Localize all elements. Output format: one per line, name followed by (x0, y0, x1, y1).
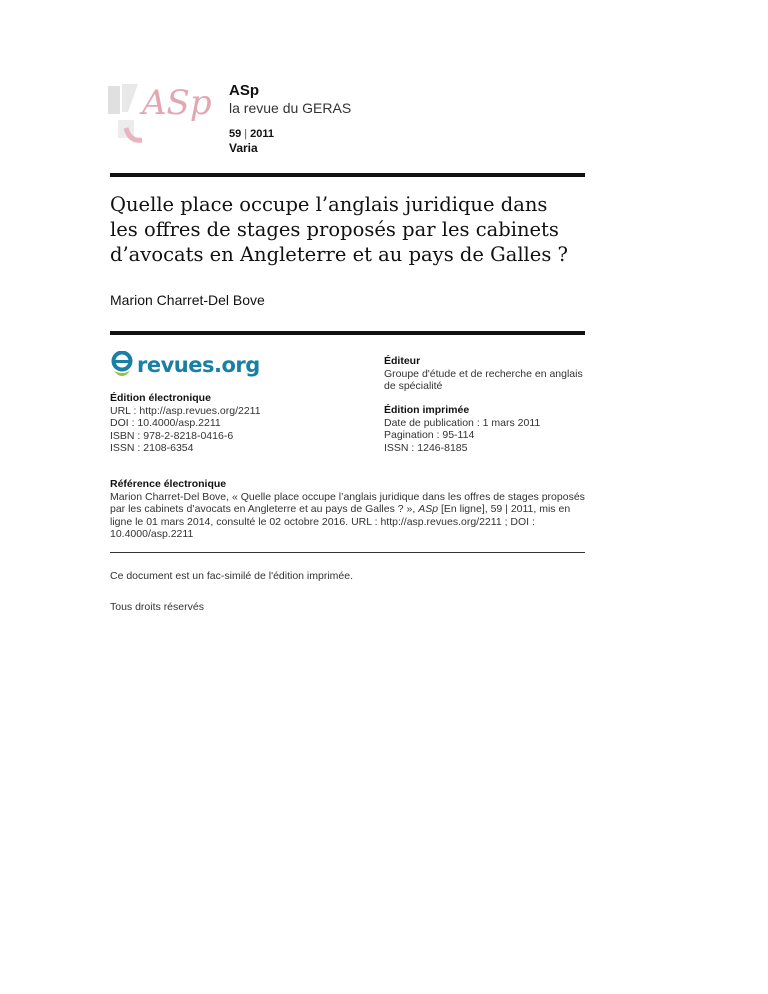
edition-electronique-doi: DOI : 10.4000/asp.2211 (110, 417, 221, 429)
asp-logo-graphic (108, 78, 216, 144)
reference-part1: Marion Charret-Del Bove, « Quelle place occupe l’anglais juridique dans les offres de stages proposés par les cabinets d’avocats en Angleterre et au pays de Galles ? », (110, 490, 585, 515)
editeur-name: Groupe d'étude et de recherche en anglais de spécialité (384, 367, 583, 392)
bottom-divider (110, 552, 585, 553)
issue-separator: | (244, 128, 248, 140)
journal-subtitle: la revue du GERAS (229, 100, 352, 116)
editeur-heading: Éditeur (384, 355, 421, 367)
top-divider (110, 173, 585, 177)
journal-name: ASp (229, 82, 259, 99)
editeur (384, 355, 584, 393)
issue-number: 59 (229, 128, 242, 140)
reference-journal: ASp (418, 503, 439, 515)
reference-part2: [En ligne], 59 | 2011, mis en ligne le 01 mars 2014, consulté le 02 octobre 2016. URL : http://asp.revues.org/2211 ; DOI : 10.4000/asp.2211 (110, 503, 571, 540)
rights-note: Tous droits réservés (110, 601, 204, 613)
reference-heading: Référence électronique (110, 478, 227, 490)
issue-info (229, 128, 274, 140)
edition-imprimee-pagination: Pagination : 95-114 (384, 429, 475, 441)
issue-year: 2011 (250, 128, 274, 140)
article-title: Quelle place occupe l’anglais juridique dans les offres de stages proposés par les cabinets d’avocats en Angleterre et au pays de Galles ? (110, 193, 568, 266)
revues-e-icon (110, 351, 134, 379)
edition-electronique-url[interactable]: URL : http://asp.revues.org/2211 (110, 404, 261, 417)
asp-logo-text: ASp (142, 83, 212, 123)
edition-imprimee-issn: ISSN : 1246-8185 (384, 441, 468, 454)
issue-section: Varia (229, 141, 258, 155)
edition-imprimee-heading: Édition imprimée (384, 404, 470, 416)
edition-electronique-isbn: ISBN : 978-2-8218-0416-6 (110, 429, 234, 442)
reference-text (110, 491, 590, 541)
journal-logo (108, 78, 216, 144)
edition-imprimee (384, 404, 540, 454)
article-author: Marion Charret-Del Bove (110, 292, 265, 308)
middle-divider (110, 331, 585, 335)
edition-electronique-issn: ISSN : 2108-6354 (110, 442, 194, 454)
edition-imprimee-date: Date de publication : 1 mars 2011 (384, 416, 541, 429)
revues-logo-text: revues.org (137, 353, 260, 377)
reference-electronique (110, 478, 590, 541)
edition-electronique (110, 392, 261, 455)
edition-electronique-heading: Édition électronique (110, 392, 211, 404)
facsimile-note: Ce document est un fac-similé de l'édition imprimée. (110, 570, 354, 582)
revues-logo[interactable] (110, 350, 260, 380)
